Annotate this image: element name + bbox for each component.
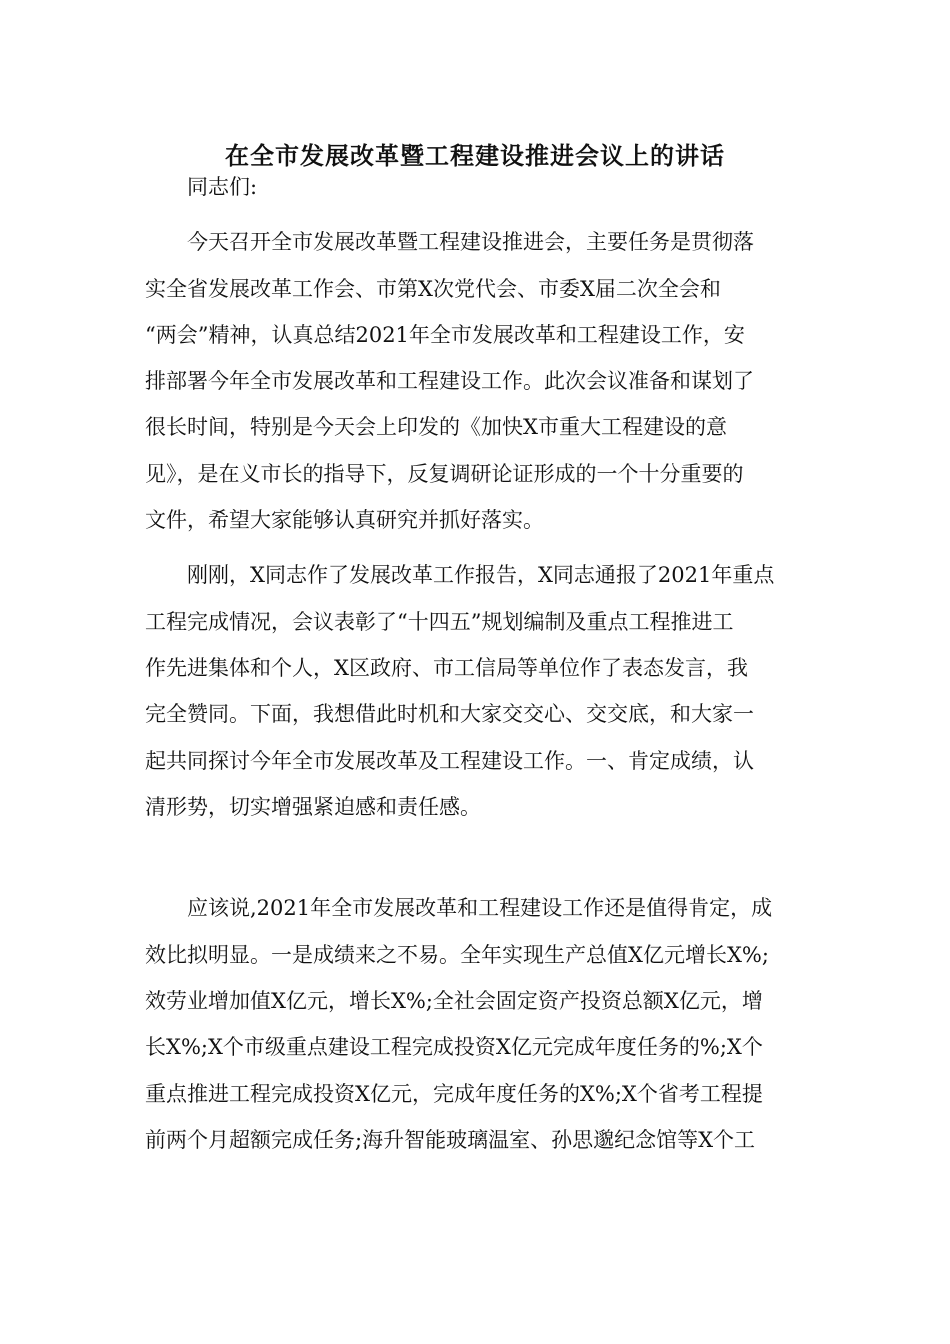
paragraph-line: 效比拟明显。一是成绩来之不易。全年实现生产总值X亿元增长X%; — [145, 942, 769, 967]
paragraph-line: 刚刚，X同志作了发展改革工作报告，X同志通报了2021年重点 — [145, 563, 775, 588]
paragraph-line: 工程完成情况，会议表彰了“十四五”规划编制及重点工程推进工 — [145, 609, 734, 634]
paragraph-line: 作先进集体和个人，X区政府、市工信局等单位作了表态发言，我 — [145, 655, 748, 680]
paragraph-line: 很长时间，特别是今天会上印发的《加快X市重大工程建设的意 — [145, 415, 727, 440]
document-body — [145, 164, 805, 1163]
paragraph-1 — [145, 219, 805, 543]
paragraph-line: 清形势，切实增强紧迫感和责任感。 — [145, 794, 481, 819]
paragraph-line: “两会”精神，认真总结2021年全市发展改革和工程建设工作，安 — [145, 322, 745, 347]
greeting-line: 同志们: — [187, 175, 258, 199]
document-title: 在全市发展改革暨工程建设推进会议上的讲话 — [225, 141, 725, 170]
paragraph-line: 起共同探讨今年全市发展改革及工程建设工作。一、肯定成绩，认 — [145, 748, 754, 773]
paragraph-line: 效劳业增加值X亿元，增长X%;全社会固定资产投资总额X亿元，增 — [145, 989, 763, 1014]
paragraph-line: 文件，希望大家能够认真研究并抓好落实。 — [145, 508, 544, 533]
paragraph-2 — [145, 552, 805, 876]
paragraph-line: 前两个月超额完成任务;海升智能玻璃温室、孙思邈纪念馆等X个工 — [145, 1127, 756, 1152]
paragraph-line: 实全省发展改革工作会、市第X次党代会、市委X届二次全会和 — [145, 276, 721, 301]
paragraph-line: 长X%;X个市级重点建设工程完成投资X亿元完成年度任务的%;X个 — [145, 1035, 763, 1060]
paragraph-line: 完全赞同。下面，我想借此时机和大家交交心、交交底，和大家一 — [145, 702, 754, 727]
paragraph-line: 见》，是在义市长的指导下，反复调研论证形成的一个十分重要的 — [145, 461, 744, 486]
paragraph-line: 今天召开全市发展改革暨工程建设推进会，主要任务是贯彻落 — [145, 230, 754, 255]
paragraph-line — [145, 830, 805, 876]
greeting — [145, 164, 805, 210]
paragraph-line: 应该说,2021年全市发展改革和工程建设工作还是值得肯定，成 — [145, 896, 773, 921]
paragraph-line: 排部署今年全市发展改革和工程建设工作。此次会议准备和谋划了 — [145, 369, 754, 394]
paragraph-line: 重点推进工程完成投资X亿元，完成年度任务的X%;X个省考工程提 — [145, 1081, 763, 1106]
paragraph-3 — [145, 885, 805, 1163]
